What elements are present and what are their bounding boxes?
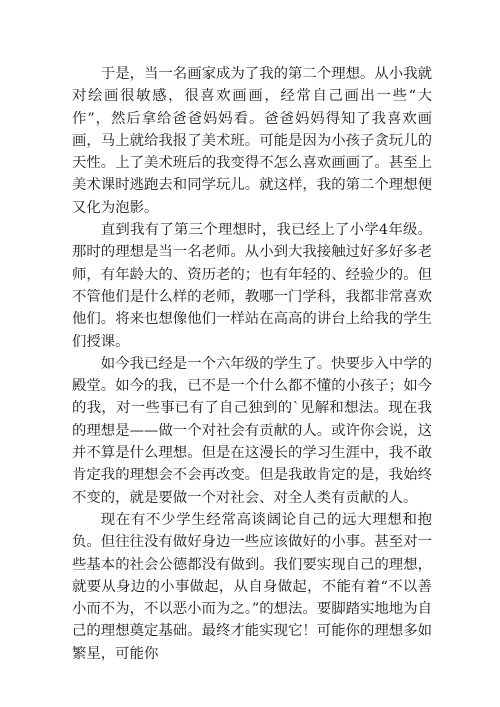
paragraph-current-dream: 如今我已经是一个六年级的学生了。快要步入中学的殿堂。如今的我，已不是一个什么都不懂的小孩子；如今的我，对一些事已有了自己独到的`见解和想法。现在我的理想是——做一个对社会有贡献的人。或许你会说，这并不算是什么理想。但是在这漫长的学习生涯中，我不敢肯定我的理想会不会再改变。但是我敢肯定的是，我始终不变的，就是要做一个对社会、对全人类有贡献的人。: [72, 355, 432, 506]
paragraph-second-dream: 于是，当一名画家成为了我的第二个理想。从小我就对绘画很敏感，很喜欢画画，经常自己画出一些“大作”，然后拿给爸爸妈妈看。爸爸妈妈得知了我喜欢画画，马上就给我报了美术班。可能是因为小孩子贪玩儿的天性。上了美术班后的我变得不怎么喜欢画画了。甚至上美术课时逃跑去和同学玩儿。就这样，我的第二个理想便又化为泡影。: [72, 66, 432, 216]
document-body: [72, 63, 432, 665]
paragraph-third-dream: 直到我有了第三个理想时，我已经上了小学4年级。那时的理想是当一名老师。从小到大我接触过好多好多老师，有年龄大的、资历老的；也有年轻的、经验少的。但不管他们是什么样的老师，教哪一门学科，我都非常喜欢他们。将来也想像他们一样站在高高的讲台上给我的学生们授课。: [72, 222, 432, 350]
paragraph-small-things: 现在有不少学生经常高谈阔论自己的远大理想和抱负。但往往没有做好身边一些应该做好的小事。甚至对一些基本的社会公德都没有做到。我们要实现自己的理想，就要从身边的小事做起，从自身做起，不能有着“不以善小而不为，不以恶小而为之。”的想法。要脚踏实地地为自己的理想奠定基础。最终才能实现它！可能你的理想多如繁星，可能你: [72, 511, 432, 662]
